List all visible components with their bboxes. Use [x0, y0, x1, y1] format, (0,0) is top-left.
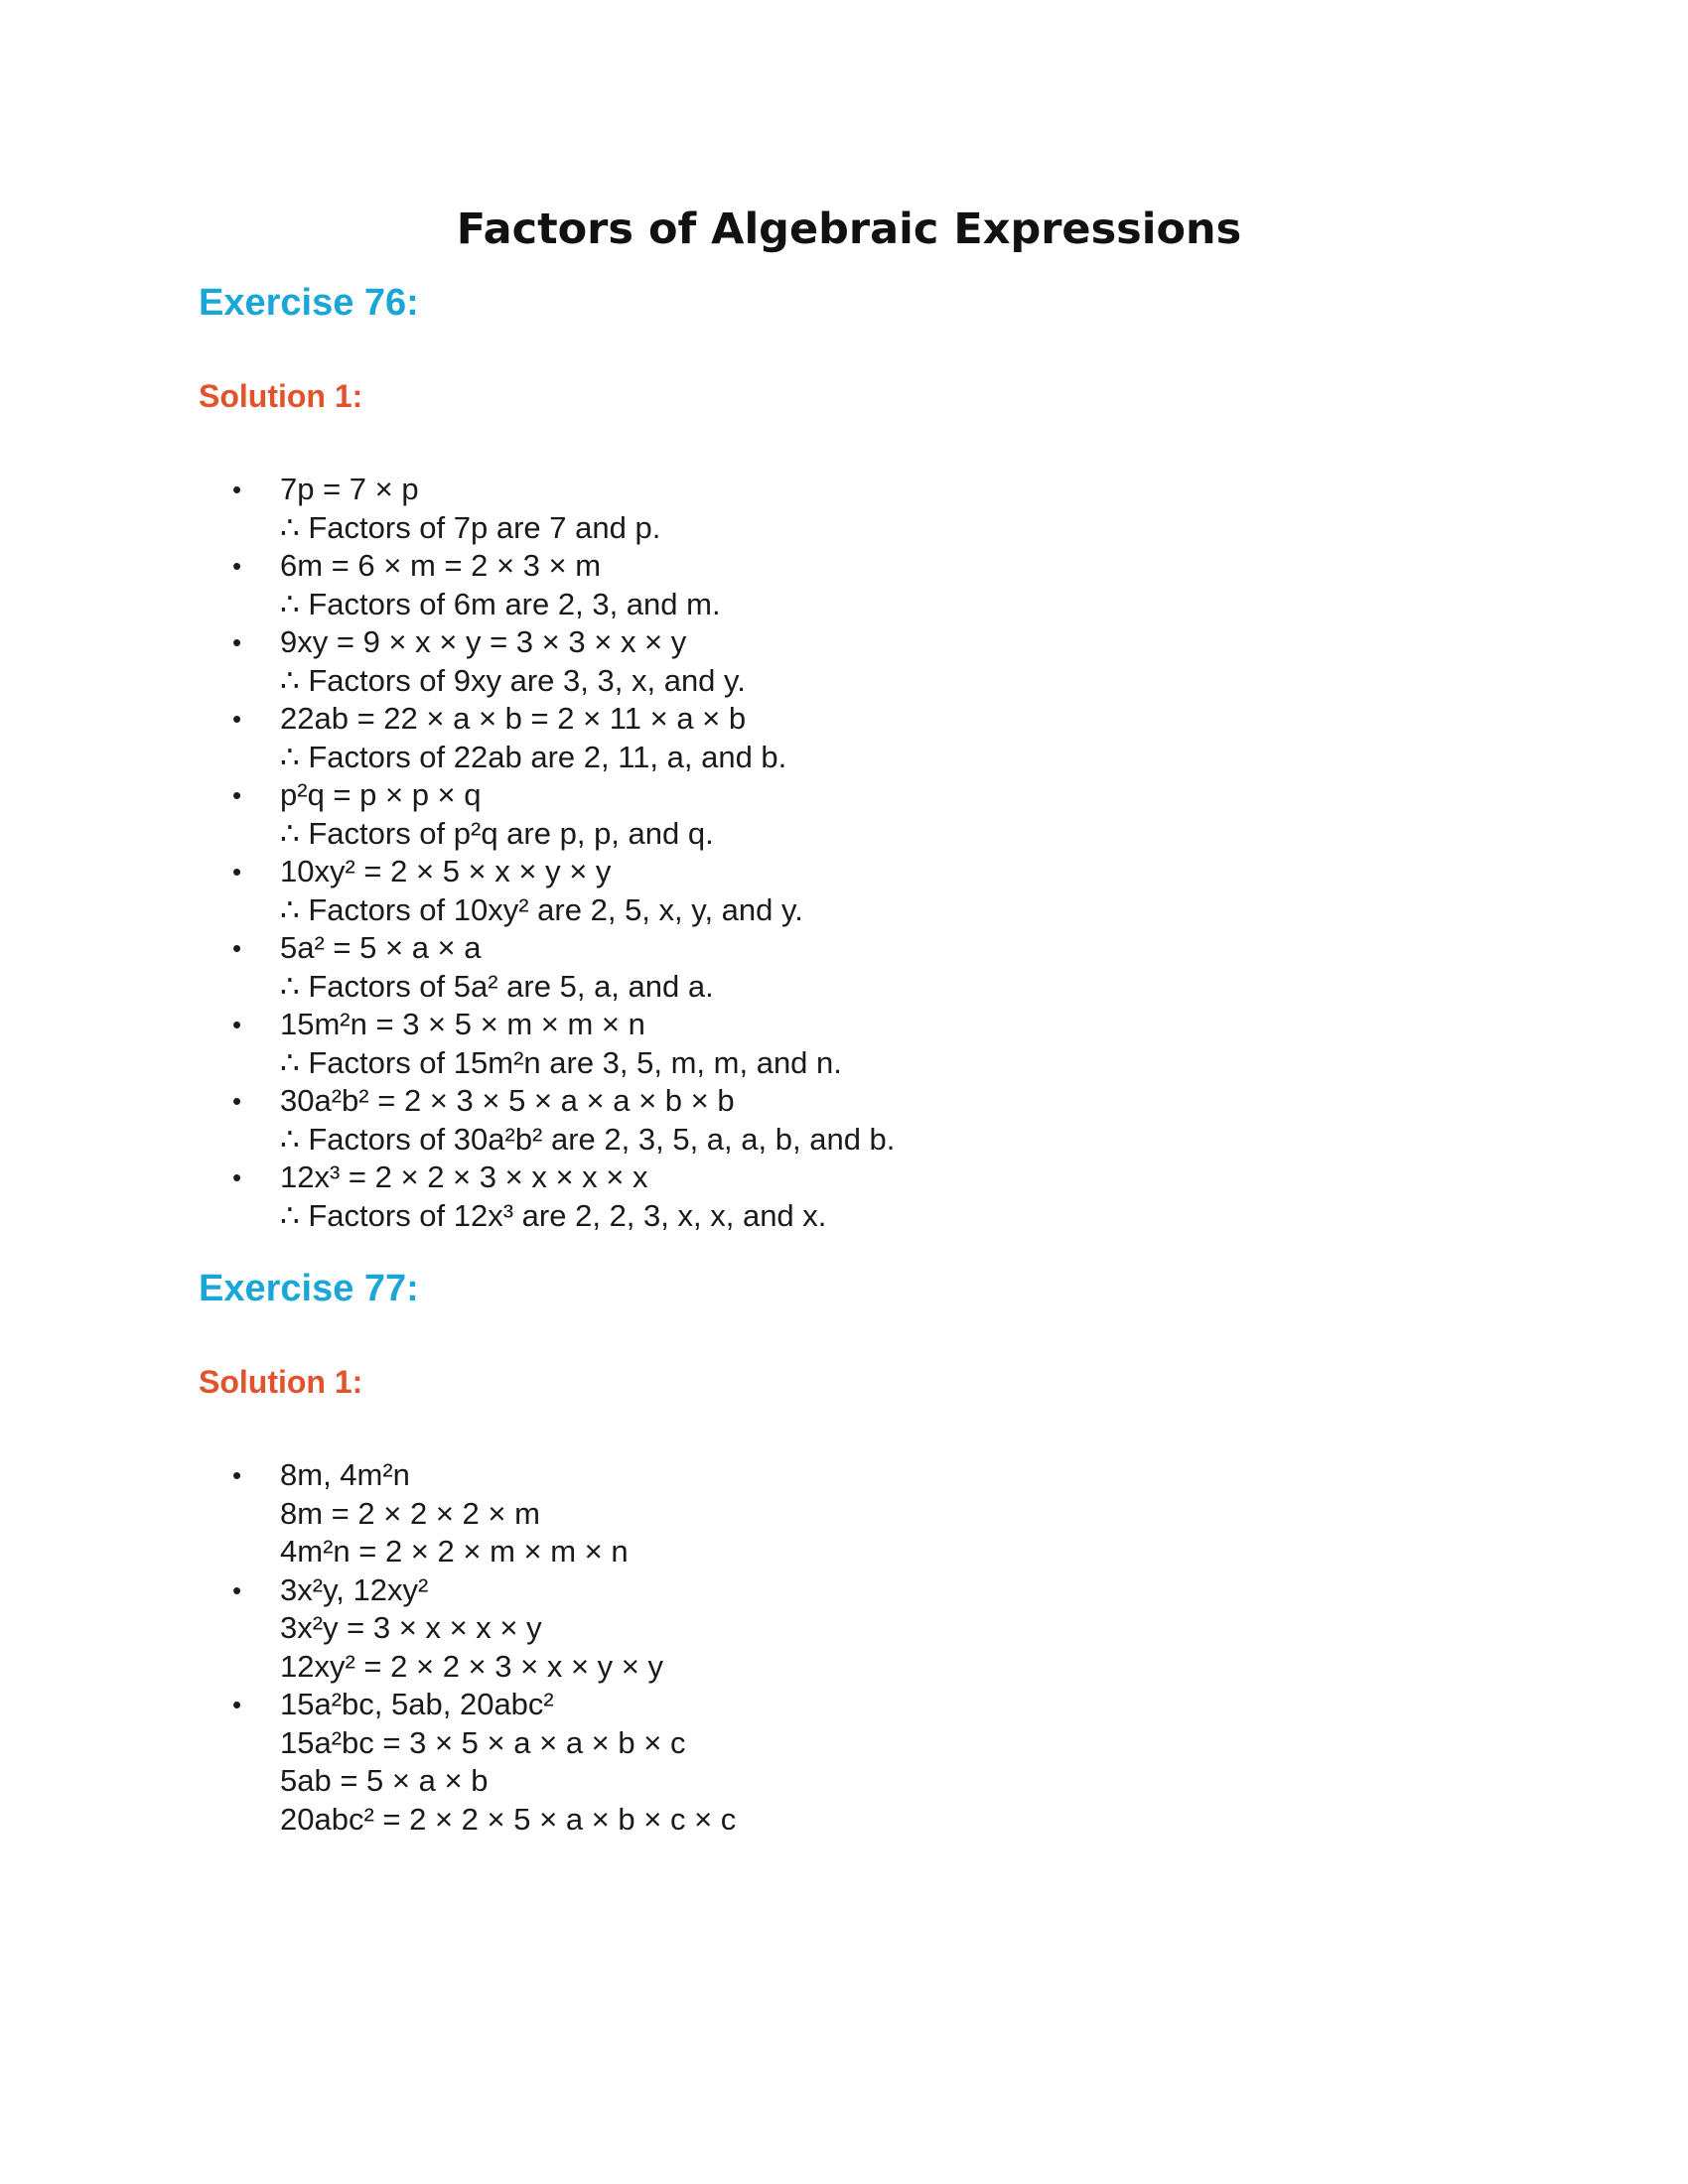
bullet-icon: •	[232, 627, 242, 657]
factorization-line: 20abc² = 2 × 2 × 5 × a × b × c × c	[280, 1801, 737, 1837]
exercise-77-heading: Exercise 77:	[199, 1268, 419, 1309]
bullet-icon: •	[232, 551, 242, 581]
exercise-76-solution-heading: Solution 1:	[199, 378, 363, 414]
factors-line: ∴ Factors of 15m²n are 3, 5, m, m, and n.	[280, 1044, 842, 1080]
exercise-76-solution-list	[228, 471, 895, 1235]
factorization-line: 12xy² = 2 × 2 × 3 × x × y × y	[280, 1648, 664, 1684]
exercise-76-heading: Exercise 76:	[199, 282, 419, 324]
factors-line: ∴ Factors of 5a² are 5, a, and a.	[280, 968, 714, 1004]
expression-line: 12x³ = 2 × 2 × 3 × x × x × x	[280, 1160, 648, 1194]
factorization-line: 15a²bc = 3 × 5 × a × a × b × c	[280, 1724, 686, 1760]
factors-line: ∴ Factors of 30a²b² are 2, 3, 5, a, a, b, and b.	[280, 1121, 896, 1157]
exercise-77-solution-heading: Solution 1:	[199, 1364, 363, 1400]
factors-line: ∴ Factors of 12x³ are 2, 2, 3, x, x, and x.	[280, 1197, 827, 1233]
list-item	[228, 1456, 736, 1571]
terms-line: 8m, 4m²n	[280, 1457, 410, 1492]
list-item	[228, 1159, 895, 1235]
bullet-icon: •	[232, 704, 242, 734]
bullet-icon: •	[232, 780, 242, 810]
expression-line: 7p = 7 × p	[280, 472, 419, 506]
factors-line: ∴ Factors of p²q are p, p, and q.	[280, 815, 714, 851]
factorization-line: 4m²n = 2 × 2 × m × m × n	[280, 1534, 629, 1569]
factorization-line: 3x²y = 3 × x × x × y	[280, 1610, 542, 1645]
factors-line: ∴ Factors of 9xy are 3, 3, x, and y.	[280, 662, 746, 698]
expression-line: 5a² = 5 × a × a	[280, 930, 482, 965]
list-item	[228, 929, 895, 1006]
exercise-77-solution-list	[228, 1456, 736, 1839]
bullet-icon: •	[232, 1010, 242, 1039]
list-item	[228, 776, 895, 853]
list-item	[228, 1006, 895, 1082]
factors-line: ∴ Factors of 10xy² are 2, 5, x, y, and y.	[280, 891, 803, 927]
expression-line: 10xy² = 2 × 5 × x × y × y	[280, 854, 612, 888]
list-item	[228, 853, 895, 929]
expression-line: 30a²b² = 2 × 3 × 5 × a × a × b × b	[280, 1083, 735, 1118]
list-item	[228, 1571, 736, 1687]
list-item	[228, 1686, 736, 1839]
terms-line: 3x²y, 12xy²	[280, 1571, 429, 1607]
bullet-icon: •	[232, 1574, 242, 1605]
bullet-icon: •	[232, 1086, 242, 1116]
list-item	[228, 1082, 895, 1159]
factors-line: ∴ Factors of 7p are 7 and p.	[280, 509, 661, 545]
expression-line: 6m = 6 × m = 2 × 3 × m	[280, 548, 602, 583]
bullet-icon: •	[232, 933, 242, 963]
expression-line: 9xy = 9 × x × y = 3 × 3 × x × y	[280, 624, 687, 659]
factors-line: ∴ Factors of 22ab are 2, 11, a, and b.	[280, 739, 787, 774]
list-item	[228, 547, 895, 623]
bullet-icon: •	[232, 1690, 242, 1719]
list-item	[228, 700, 895, 776]
expression-line: p²q = p × p × q	[280, 777, 482, 812]
list-item	[228, 623, 895, 700]
expression-line: 22ab = 22 × a × b = 2 × 11 × a × b	[280, 701, 747, 736]
bullet-icon: •	[232, 1162, 242, 1192]
page-title: Factors of Algebraic Expressions	[456, 205, 1242, 254]
factorization-line: 8m = 2 × 2 × 2 × m	[280, 1495, 540, 1531]
bullet-icon: •	[232, 1460, 242, 1490]
list-item	[228, 471, 895, 547]
bullet-icon: •	[232, 475, 242, 504]
factors-line: ∴ Factors of 6m are 2, 3, and m.	[280, 586, 721, 621]
terms-line: 15a²bc, 5ab, 20abc²	[280, 1687, 554, 1721]
bullet-icon: •	[232, 857, 242, 887]
factorization-line: 5ab = 5 × a × b	[280, 1763, 489, 1798]
expression-line: 15m²n = 3 × 5 × m × m × n	[280, 1007, 645, 1041]
